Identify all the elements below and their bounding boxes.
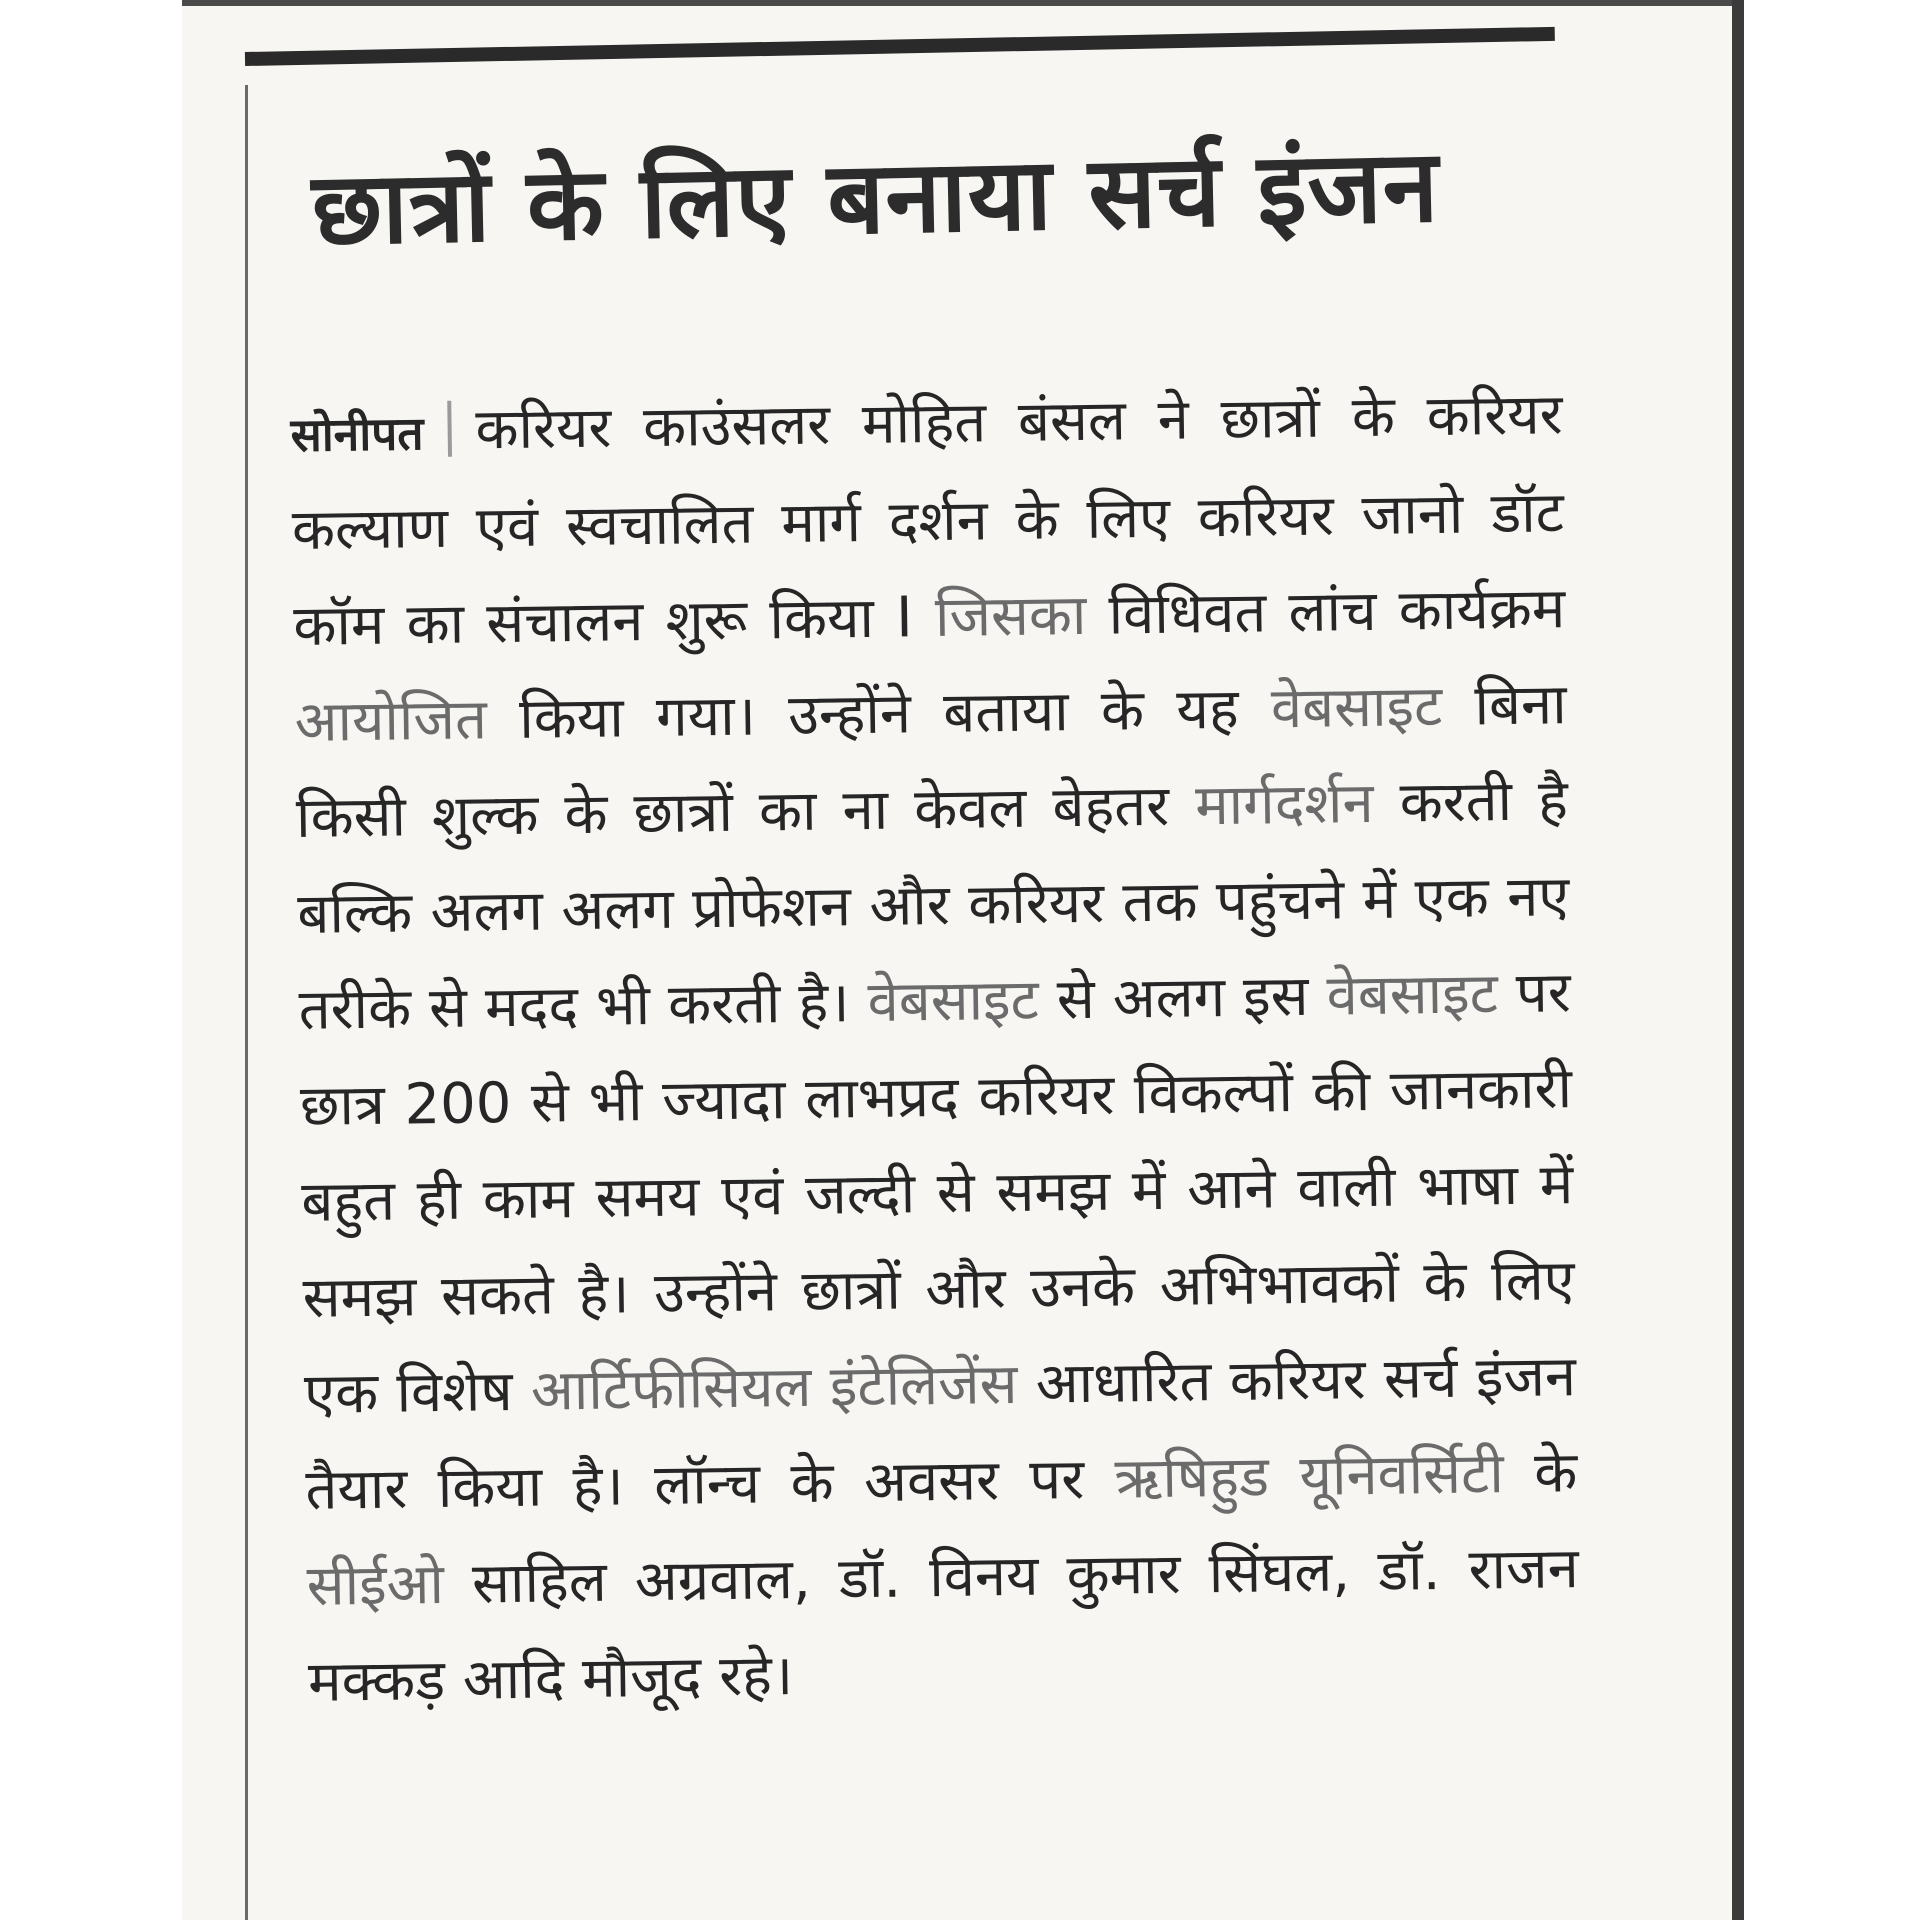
body-segment: सीईओ	[306, 1551, 445, 1619]
body-segment: वेबसाइट	[1270, 673, 1443, 742]
article-dateline: सोनीपत	[290, 406, 424, 462]
body-segment: करियर काउंसलर मोहित बंसल ने छात्रों के करियर कल्याण एवं स्वचालित मार्ग दर्शन के लिए करियर जानो डॉट कॉम का संचालन शुरू किया I	[291, 382, 1565, 659]
body-segment: बिना किसी शुल्क के छात्रों का ना केवल बेहतर	[295, 672, 1568, 851]
body-segment: मार्गदर्शन	[1194, 770, 1375, 839]
body-segment: के	[1503, 1440, 1578, 1507]
body-segment: आर्टिफीसियल इंटेलिजेंस	[530, 1351, 1018, 1424]
dateline-separator	[447, 401, 452, 457]
body-segment: वेबसाइट	[867, 967, 1040, 1035]
body-segment: आयोजित	[294, 687, 488, 755]
article-headline: छात्रों के लिए बनाया सर्च इंजन	[310, 127, 1441, 268]
body-segment: करती है बल्कि अलग अलग प्रोफेशन और करियर तक पहुंचने में एक नए तरीके से मदद भी करती है।	[296, 768, 1570, 1043]
body-segment: से अलग इस	[1038, 963, 1328, 1033]
body-segment: किया गया। उन्होंने बताया के यह	[486, 676, 1272, 753]
body-segment: जिसका	[934, 582, 1087, 651]
body-segment: वेबसाइट	[1326, 961, 1499, 1029]
body-segment: ऋषिहुड यूनिवर्सिटी	[1114, 1441, 1505, 1512]
body-segment: पर छात्र 200 से भी ज्यादा लाभप्रद करियर विकल्पों की जानकारी बहुत ही काम समय एवं जल्दी से समझ में आने वाली भाषा में समझ सकते है। उन्होंने छात्रों और उनके अभिभावकों के लिए एक विशेष	[299, 960, 1576, 1427]
body-segment: विधिवत लांच कार्यक्रम	[1085, 576, 1566, 648]
body-segment: साहिल अग्रवाल, डॉ. विनय कुमार सिंघल, डॉ. राजन मक्कड़ आदि मौजूद रहे।	[307, 1536, 1580, 1715]
page-edge-shadow	[1732, 0, 1744, 1920]
body-segment: आधारित करियर सर्च इंजन तैयार किया है। लॉन्च के अवसर पर	[304, 1344, 1577, 1523]
article-body	[290, 367, 1581, 1731]
